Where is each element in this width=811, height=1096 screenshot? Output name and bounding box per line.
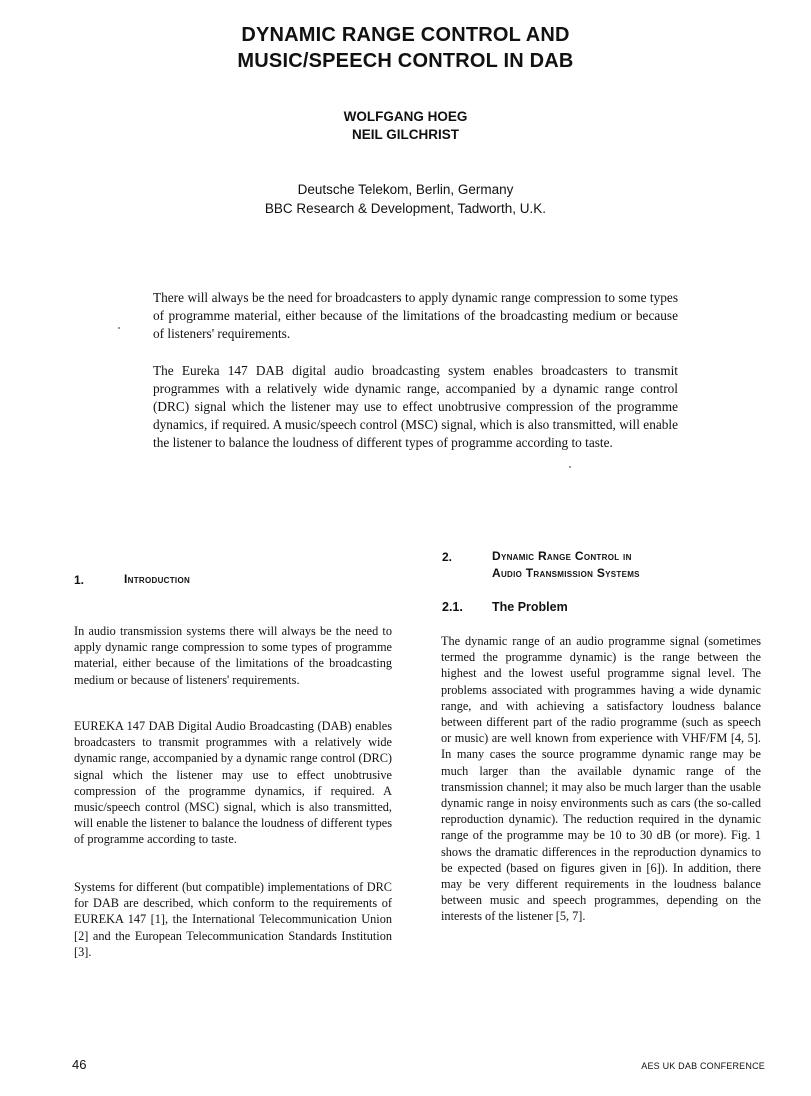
section-heading-line: Dynamic Range Control in (492, 549, 632, 563)
author-list (0, 108, 811, 144)
section-heading (492, 548, 640, 582)
affiliation: Deutsche Telekom, Berlin, Germany (297, 182, 514, 197)
body-paragraph: In audio transmission systems there will always be the need to apply dynamic range compression to some types of programme material, either because of the limitations of the broadcasting medium or because of listeners' requirements. (74, 624, 392, 687)
section-heading-line: Audio Transmission Systems (492, 566, 640, 580)
abstract-paragraph: The Eureka 147 DAB digital audio broadcasting system enables broadcasters to transmit programmes with a relatively wide dynamic range, accompanied by a dynamic range control (DRC) signal which the listener may use to effect unobtrusive compression of the programme dynamics, if required. A music/speech control (MSC) signal, which is also transmitted, will enable the listener to balance the loudness of different types of programme according to taste. (153, 363, 678, 450)
section-number: 1. (74, 573, 85, 587)
subsection-heading: The Problem (492, 600, 568, 614)
page-number: 46 (72, 1057, 87, 1072)
section-heading: Introduction (124, 572, 191, 586)
body-paragraph: The dynamic range of an audio programme signal (sometimes termed the programme dynamic) is the range between the highest and the lowest useful programme signal level. The problems associated with programmes having a wide dynamic range, and with achieving a satisfactory loudness balance between different part of the radio programme (such as speech or music) are well known from experience with VHF/FM [4, 5]. In many cases the source programme dynamic range may be much larger than the available dynamic range of the transmission channel; it may also be much larger than the usable dynamic range in noisy environments such as cars (the so-called reproduction dynamic). The reduction required in the dynamic range of the programme may be 10 to 30 dB (or more). Fig. 1 shows the dramatic differences in the reproduction dynamics to be expected (based on figures given in [6]). In addition, there may be very different requirements in the loudness balance between music and speech programmes, depending on the interests of the listener [5, 7]. (441, 634, 761, 924)
scan-speck (569, 466, 571, 468)
abstract-paragraph: There will always be the need for broadcasters to apply dynamic range compression to some types of programme material, either because of the limitations of the broadcasting medium or because of listeners' requirements. (153, 290, 678, 341)
author-name: NEIL GILCHRIST (351, 127, 459, 142)
paper-title (0, 22, 811, 74)
author-name: WOLFGANG HOEG (343, 109, 468, 124)
affiliation: BBC Research & Development, Tadworth, U.K. (264, 201, 547, 216)
title-line-2: MUSIC/SPEECH CONTROL IN DAB (237, 50, 574, 72)
section-number: 2. (442, 550, 453, 564)
title-line-1: DYNAMIC RANGE CONTROL AND (241, 24, 570, 46)
scan-speck (118, 327, 120, 329)
body-paragraph: EUREKA 147 DAB Digital Audio Broadcasting (DAB) enables broadcasters to transmit programmes with a relatively wide dynamic range, accompanied by a dynamic range control (DRC) signal which the listener may use to effect unobtrusive compression of the programme dynamics, if required. A music/speech control (MSC) signal, which is also transmitted, will enable the listener to balance the loudness of different types of programme according to taste. (74, 719, 392, 847)
subsection-number: 2.1. (442, 600, 463, 614)
conference-name: AES UK DAB CONFERENCE (641, 1061, 765, 1071)
affiliations (0, 180, 811, 218)
body-paragraph: Systems for different (but compatible) implementations of DRC for DAB are described, which conform to the requirements of EUREKA 147 [1], the International Telecommunication Union [2] and the European Telecommunication Standards Institution [3]. (74, 880, 392, 959)
